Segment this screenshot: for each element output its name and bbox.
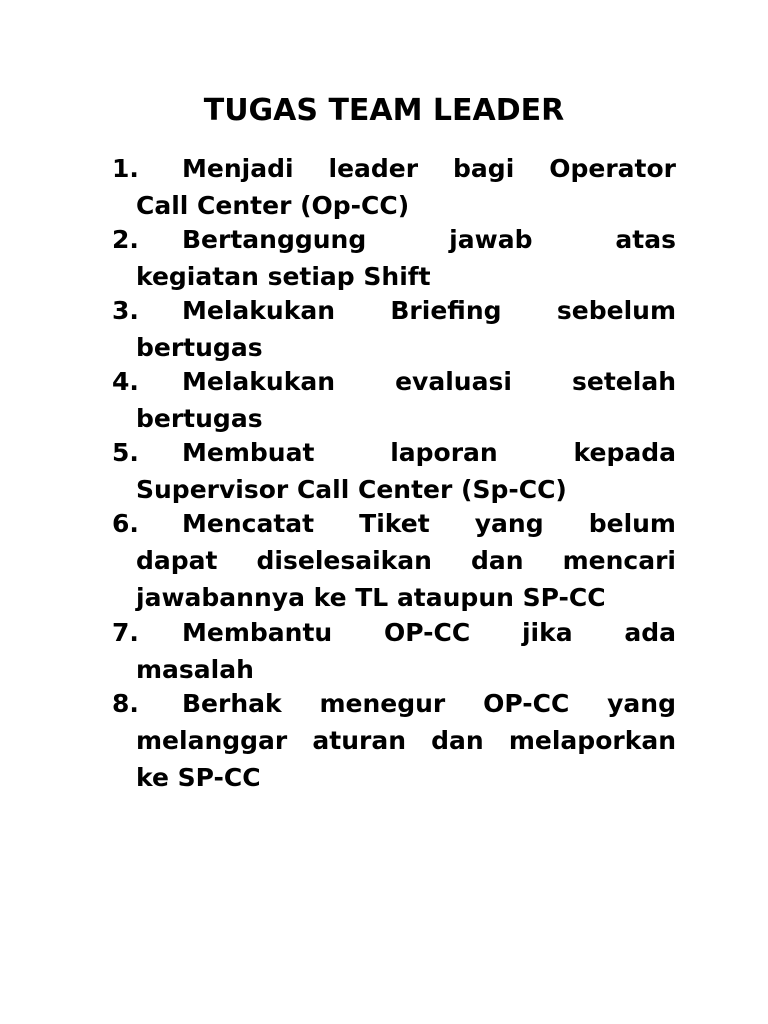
item-text-line: Mencatat Tiket yang belum — [182, 509, 676, 538]
item-text-line: melanggar aturan dan melaporkan — [136, 726, 676, 755]
item-text-line: dapat diselesaikan dan mencari — [136, 546, 676, 575]
item-number: 7. — [112, 618, 139, 647]
item-text-line: masalah — [136, 655, 254, 684]
item-text-line: Melakukan Briefing sebelum — [182, 296, 676, 325]
item-number: 3. — [112, 296, 139, 325]
item-text-line: Berhak menegur OP-CC yang — [182, 689, 676, 718]
item-number: 6. — [112, 509, 139, 538]
item-text-line: kegiatan setiap Shift — [136, 262, 431, 291]
document-title: TUGAS TEAM LEADER — [203, 93, 565, 128]
item-number: 4. — [112, 367, 139, 396]
item-text-line: Supervisor Call Center (Sp-CC) — [136, 475, 567, 504]
item-text-line: bertugas — [136, 404, 263, 433]
item-number: 5. — [112, 438, 139, 467]
item-text-line: Melakukan evaluasi setelah — [182, 367, 676, 396]
item-text-line: Bertanggung jawab atas — [182, 225, 676, 254]
item-text-line: Call Center (Op-CC) — [136, 191, 410, 220]
item-number: 2. — [112, 225, 139, 254]
item-text-line: Menjadi leader bagi Operator — [182, 154, 676, 183]
item-text-line: ke SP-CC — [136, 763, 261, 792]
item-text-line: jawabannya ke TL ataupun SP-CC — [136, 583, 606, 612]
item-text-line: Membuat laporan kepada — [182, 438, 676, 467]
item-number: 1. — [112, 154, 139, 183]
item-text-line: Membantu OP-CC jika ada — [182, 618, 676, 647]
item-number: 8. — [112, 689, 139, 718]
item-text-line: bertugas — [136, 333, 263, 362]
